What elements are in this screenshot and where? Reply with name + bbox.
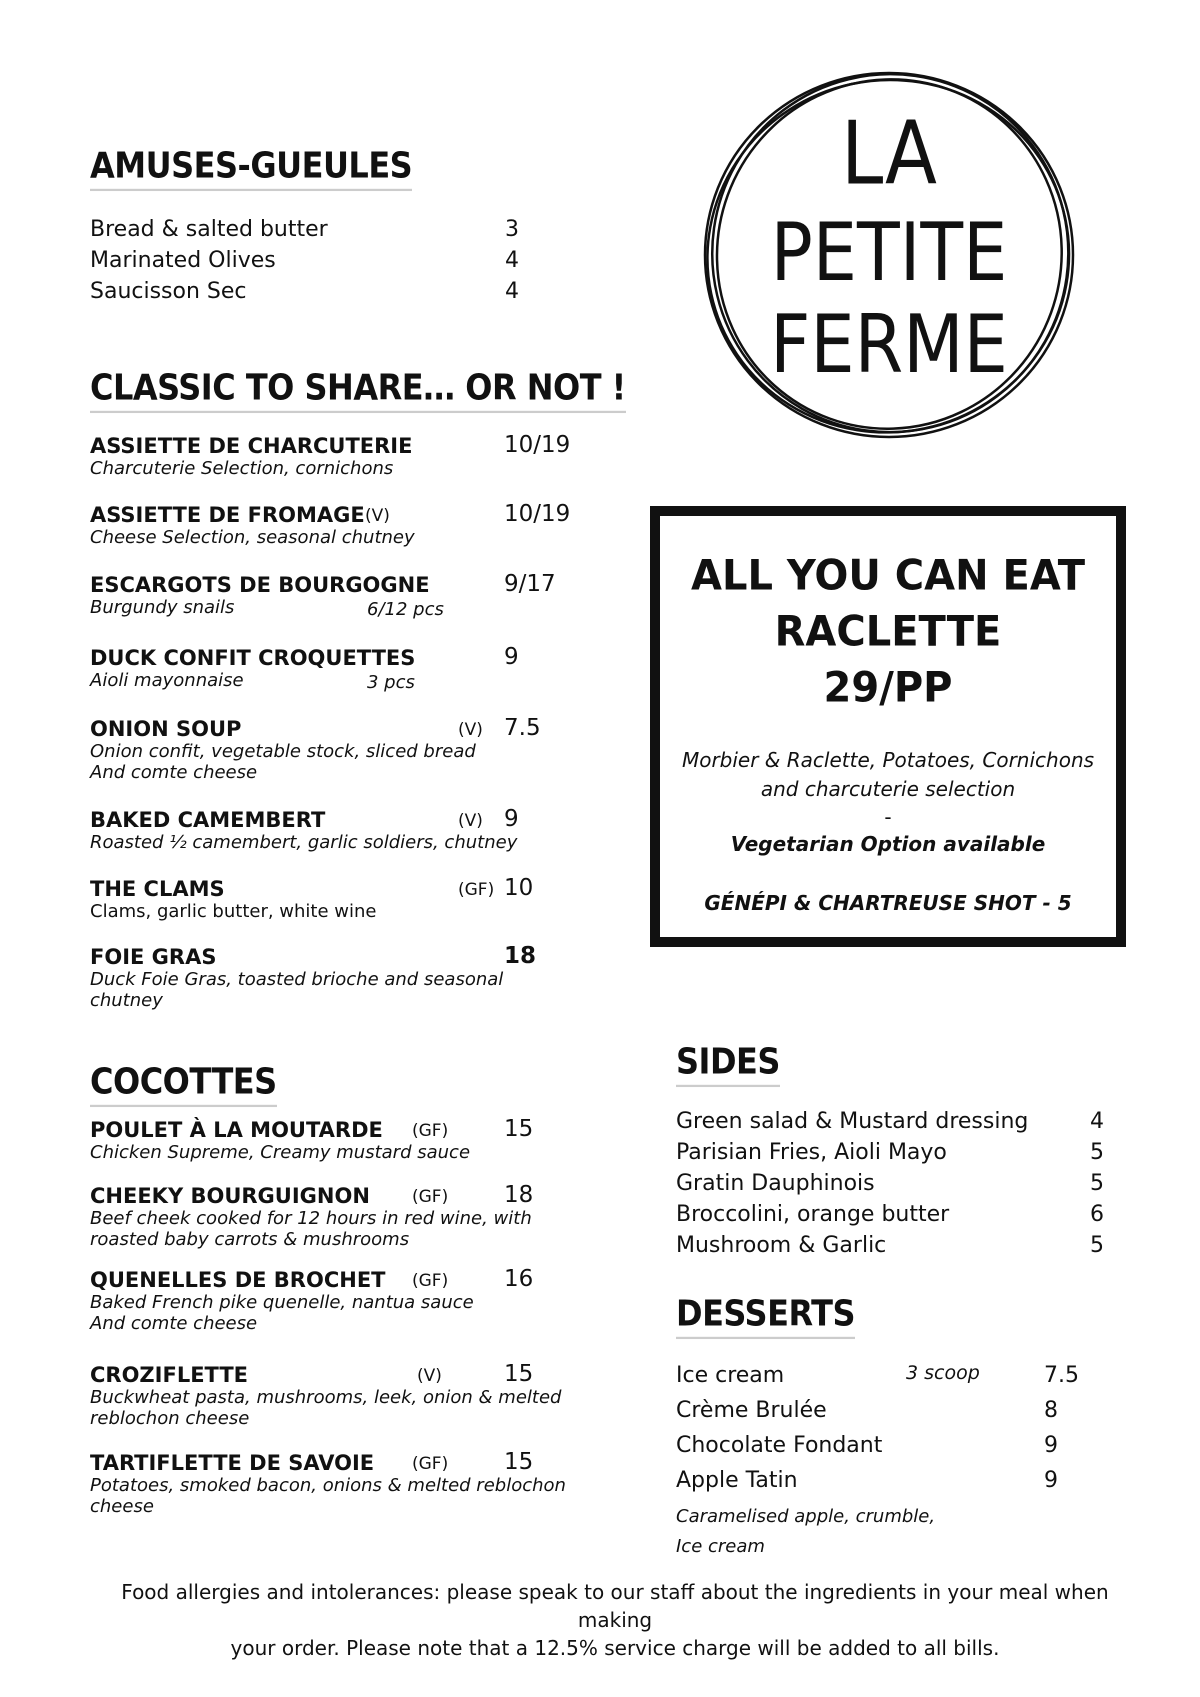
cocotte-item: [90, 1268, 610, 1334]
cocottes-title: COCOTTES: [90, 1060, 277, 1107]
list-item: [676, 1230, 886, 1261]
dish-price: 9: [504, 806, 519, 832]
item-price: 4: [505, 279, 519, 304]
dish-description-2: roasted baby carrots & mushrooms: [90, 1229, 410, 1250]
dish-name: QUENELLES DE BROCHET: [90, 1268, 386, 1292]
dish-name: ASSIETTE DE FROMAGE: [90, 503, 365, 527]
dish-portion: 6/12 pcs: [367, 599, 444, 620]
desserts-section: [676, 1292, 855, 1334]
dish-name: CROZIFLETTE: [90, 1363, 249, 1387]
dish-description: Duck Foie Gras, toasted brioche and seasonal: [90, 969, 504, 990]
item-price: 3: [505, 217, 519, 242]
item-name: Bread & salted butter: [90, 217, 328, 242]
dish-price: 10: [504, 875, 534, 901]
classic-item: [90, 503, 610, 548]
shot-offer: GÉNÉPI & CHARTREUSE SHOT - 5: [704, 891, 1072, 915]
cocotte-item: [90, 1363, 610, 1429]
dish-description: Aioli mayonnaise: [90, 670, 244, 691]
sides-title: SIDES: [676, 1040, 780, 1087]
item-name: Marinated Olives: [90, 248, 276, 273]
item-name: Chocolate Fondant: [676, 1433, 883, 1458]
raclette-headline-2: RACLETTE: [774, 607, 1002, 657]
item-price: 7.5: [1044, 1363, 1079, 1388]
list-item: [676, 1106, 1028, 1137]
dish-tag: (GF): [412, 1187, 449, 1207]
dish-description: Chicken Supreme, Creamy mustard sauce: [90, 1142, 471, 1163]
item-price: 6: [1090, 1202, 1104, 1227]
dish-price: 18: [504, 1182, 534, 1208]
dish-description: Buckwheat pasta, mushrooms, leek, onion & melted: [90, 1387, 562, 1408]
dish-description-2: chutney: [90, 990, 163, 1011]
raclette-description-1: Morbier & Raclette, Potatoes, Cornichons: [681, 748, 1095, 772]
cocotte-item: [90, 1451, 630, 1517]
raclette-description-2: and charcuterie selection: [760, 777, 1016, 801]
classic-section: [90, 366, 626, 408]
dish-price: 18: [504, 943, 537, 969]
dish-price: 15: [504, 1116, 534, 1142]
dish-tag: (GF): [412, 1454, 449, 1474]
list-item: [90, 214, 530, 245]
dish-price: 9: [504, 644, 519, 670]
dish-name: POULET À LA MOUTARDE: [90, 1118, 383, 1142]
amuses-title: AMUSES-GUEULES: [90, 144, 412, 191]
item-name: Crème Brulée: [676, 1398, 827, 1423]
dish-price: 9/17: [504, 571, 556, 597]
item-name: Ice cream: [676, 1363, 785, 1388]
footer-line2: your order. Please note that a 12.5% service charge will be added to all bills.: [230, 1636, 1000, 1660]
dish-description-2: And comte cheese: [90, 762, 258, 783]
dish-description: Clams, garlic butter, white wine: [90, 901, 377, 922]
dessert-description: Caramelised apple, crumble,: [676, 1506, 936, 1527]
list-item: [676, 1430, 882, 1461]
classic-item: [90, 717, 610, 783]
dish-tag: (V): [458, 720, 483, 740]
classic-item: [90, 877, 610, 922]
dish-description: Onion confit, vegetable stock, sliced bread: [90, 741, 476, 762]
dish-name: ASSIETTE DE CHARCUTERIE: [90, 434, 413, 458]
classic-title: CLASSIC TO SHARE… OR NOT !: [90, 366, 626, 413]
dish-description: Potatoes, smoked bacon, onions & melted reblochon: [90, 1475, 566, 1496]
dish-name: BAKED CAMEMBERT: [90, 808, 326, 832]
dish-description: Cheese Selection, seasonal chutney: [90, 527, 415, 548]
dish-name: ESCARGOTS DE BOURGOGNE: [90, 573, 430, 597]
item-price: 5: [1090, 1140, 1104, 1165]
item-name: Parisian Fries, Aioli Mayo: [676, 1140, 947, 1165]
list-item: [90, 245, 530, 276]
dish-tag: (V): [365, 506, 390, 526]
dish-price: 7.5: [504, 715, 541, 741]
amuses-section: [90, 144, 412, 186]
item-price: 5: [1090, 1171, 1104, 1196]
list-item: [676, 1360, 784, 1391]
cocotte-item: [90, 1184, 610, 1250]
list-item: [676, 1465, 798, 1496]
classic-item: [90, 945, 610, 1011]
dish-description: Roasted ½ camembert, garlic soldiers, chutney: [90, 832, 518, 853]
item-portion: 3 scoop: [906, 1362, 980, 1384]
restaurant-logo: [698, 64, 1080, 446]
dish-price: 15: [504, 1361, 534, 1387]
dish-description: Beef cheek cooked for 12 hours in red wine, with: [90, 1208, 532, 1229]
item-name: Mushroom & Garlic: [676, 1233, 887, 1258]
item-price: 4: [1090, 1109, 1104, 1134]
dish-description-2: reblochon cheese: [90, 1408, 250, 1429]
classic-item: [90, 434, 610, 479]
dish-description: Baked French pike quenelle, nantua sauce: [90, 1292, 474, 1313]
dish-price: 10/19: [504, 432, 571, 458]
classic-item: [90, 646, 610, 691]
list-item: [676, 1199, 949, 1230]
raclette-headline-1: ALL YOU CAN EAT: [691, 551, 1085, 601]
logo-line3: FERME: [770, 297, 1008, 392]
item-price: 5: [1090, 1233, 1104, 1258]
dish-name: ONION SOUP: [90, 717, 242, 741]
logo-line1: LA: [840, 103, 938, 205]
item-price: 9: [1044, 1468, 1058, 1493]
dish-price: 10/19: [504, 501, 571, 527]
allergy-footer: [90, 1578, 1140, 1662]
cocottes-section: [90, 1060, 277, 1102]
dish-description-2: cheese: [90, 1496, 154, 1517]
classic-item: [90, 573, 610, 618]
dish-tag: (GF): [412, 1271, 449, 1291]
logo-line2: PETITE: [770, 205, 1008, 300]
item-name: Gratin Dauphinois: [676, 1171, 875, 1196]
list-item: [90, 276, 530, 307]
item-price: 8: [1044, 1398, 1058, 1423]
dish-tag: (V): [417, 1366, 442, 1386]
dish-name: TARTIFLETTE DE SAVOIE: [90, 1451, 375, 1475]
desserts-title: DESSERTS: [676, 1292, 855, 1339]
item-name: Green salad & Mustard dressing: [676, 1109, 1029, 1134]
dish-tag: (V): [458, 811, 483, 831]
dish-name: THE CLAMS: [90, 877, 225, 901]
dessert-description-2: Ice cream: [676, 1536, 765, 1557]
sides-section: [676, 1040, 780, 1082]
dish-name: CHEEKY BOURGUIGNON: [90, 1184, 370, 1208]
footer-line1: Food allergies and intolerances: please speak to our staff about the ingredients in your meal when making: [121, 1580, 1109, 1632]
dish-description: Burgundy snails: [90, 597, 235, 618]
dish-description-2: And comte cheese: [90, 1313, 258, 1334]
dish-portion: 3 pcs: [367, 672, 415, 693]
item-name: Apple Tatin: [676, 1468, 798, 1493]
list-item: [676, 1137, 947, 1168]
dish-tag: (GF): [458, 880, 495, 900]
item-price: 9: [1044, 1433, 1058, 1458]
logo-circle-icon: [698, 64, 1080, 446]
cocotte-item: [90, 1118, 610, 1163]
list-item: [676, 1168, 875, 1199]
dish-name: DUCK CONFIT CROQUETTES: [90, 646, 416, 670]
dish-name: FOIE GRAS: [90, 945, 217, 969]
raclette-promo-box: [650, 506, 1126, 947]
dish-price: 15: [504, 1449, 534, 1475]
item-name: Saucisson Sec: [90, 279, 247, 304]
item-price: 4: [505, 248, 519, 273]
list-item: [676, 1395, 827, 1426]
item-name: Broccolini, orange butter: [676, 1202, 950, 1227]
dish-description: Charcuterie Selection, cornichons: [90, 458, 394, 479]
raclette-price: 29/PP: [823, 663, 953, 713]
classic-item: [90, 808, 610, 853]
dish-price: 16: [504, 1266, 534, 1292]
vegetarian-note: Vegetarian Option available: [730, 832, 1046, 856]
raclette-separator: -: [884, 805, 892, 829]
dish-tag: (GF): [412, 1121, 449, 1141]
